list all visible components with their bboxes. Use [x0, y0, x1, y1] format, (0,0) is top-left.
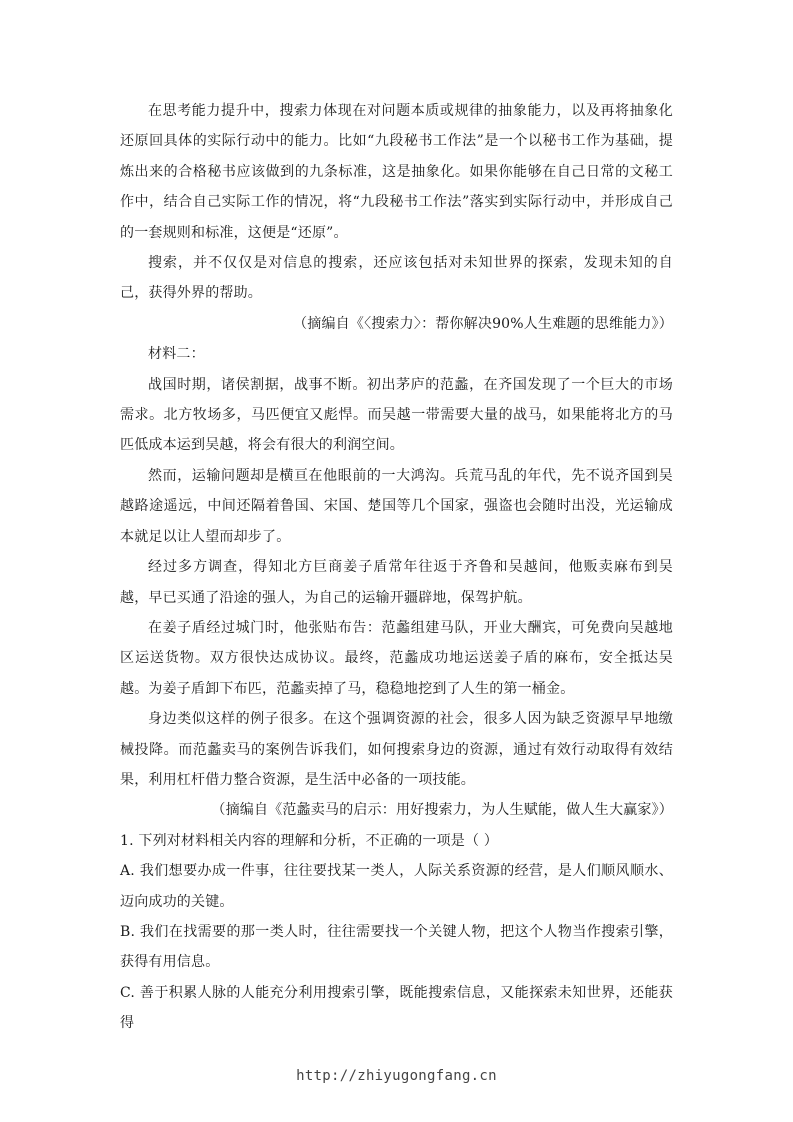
- footer-url[interactable]: http://zhiyugongfang.cn: [296, 1068, 497, 1084]
- material1-paragraph-2: 搜索，并不仅仅是对信息的搜索，还应该包括对未知世界的探索，发现未知的自己，获得外界的帮助。: [120, 255, 673, 302]
- option-a: A. 我们想要办成一件事，往往要找某一类人，人际关系资源的经营，是人们顺风顺水、迈向成功的关键。: [120, 863, 673, 910]
- material1-source: （摘编自《〈搜索力〉：帮你解决90%人生难题的思维能力》）: [293, 315, 673, 332]
- question-stem: 1. 下列对材料相关内容的理解和分析，不正确的一项是（ ）: [120, 832, 499, 849]
- material2-paragraph-1: 战国时期，诸侯割据，战事不断。初出茅庐的范蠡，在齐国发现了一个巨大的市场需求。北方牧场多，马匹便宜又彪悍。而吴越一带需要大量的战马，如果能将北方的马匹低成本运到吴越，将会有很大的利润空间。: [120, 376, 673, 454]
- option-c: C. 善于积累人脉的人能充分利用搜索引擎，既能搜索信息，又能探索未知世界，还能获得: [120, 984, 673, 1032]
- document-body: [120, 96, 673, 1039]
- material2-paragraph-2: 然而，运输问题却是横亘在他眼前的一大鸿沟。兵荒马乱的年代，先不说齐国到吴越路途遥远，中间还隔着鲁国、宋国、楚国等几个国家，强盗也会随时出没，光运输成本就足以让人望而却步了。: [120, 467, 673, 545]
- material2-paragraph-5: 身边类似这样的例子很多。在这个强调资源的社会，很多人因为缺乏资源早早地缴械投降。而范蠡卖马的案例告诉我们，如何搜索身边的资源，通过有效行动取得有效结果，利用杠杆借力整合资源，是生活中必备的一项技能。: [120, 711, 673, 788]
- material2-paragraph-3: 经过多方调查，得知北方巨商姜子盾常年往返于齐鲁和吴越间，他贩卖麻布到吴越，早已买通了沿途的强人，为自己的运输开疆辟地，保驾护航。: [120, 559, 673, 606]
- material2-label: 材料二：: [148, 346, 205, 363]
- material1-paragraph-1: 在思考能力提升中，搜索力体现在对问题本质或规律的抽象能力，以及再将抽象化还原回具体的实际行动中的能力。比如“九段秘书工作法”是一个以秘书工作为基础，提炼出来的合格秘书应该做到的九条标准，这是抽象化。如果你能够在自己日常的文秘工作中，结合自己实际工作的情况，将“九段秘书工作法”落实到实际行动中，并形成自己的一套规则和标准，这便是“还原”。: [120, 103, 673, 241]
- material2-paragraph-4: 在姜子盾经过城门时，他张贴布告：范蠡组建马队，开业大酬宾，可免费向吴越地区运送货物。双方很快达成协议。最终，范蠡成功地运送姜子盾的麻布，安全抵达吴越。为姜子盾卸下布匹，范蠡卖掉了马，稳稳地挖到了人生的第一桶金。: [120, 619, 673, 697]
- option-b: B. 我们在找需要的那一类人时，往往需要找一个关键人物，把这个人物当作搜索引擎，获得有用信息。: [120, 923, 673, 971]
- material2-source: （摘编自《范蠡卖马的启示：用好搜索力，为人生赋能，做人生大赢家》）: [211, 802, 673, 819]
